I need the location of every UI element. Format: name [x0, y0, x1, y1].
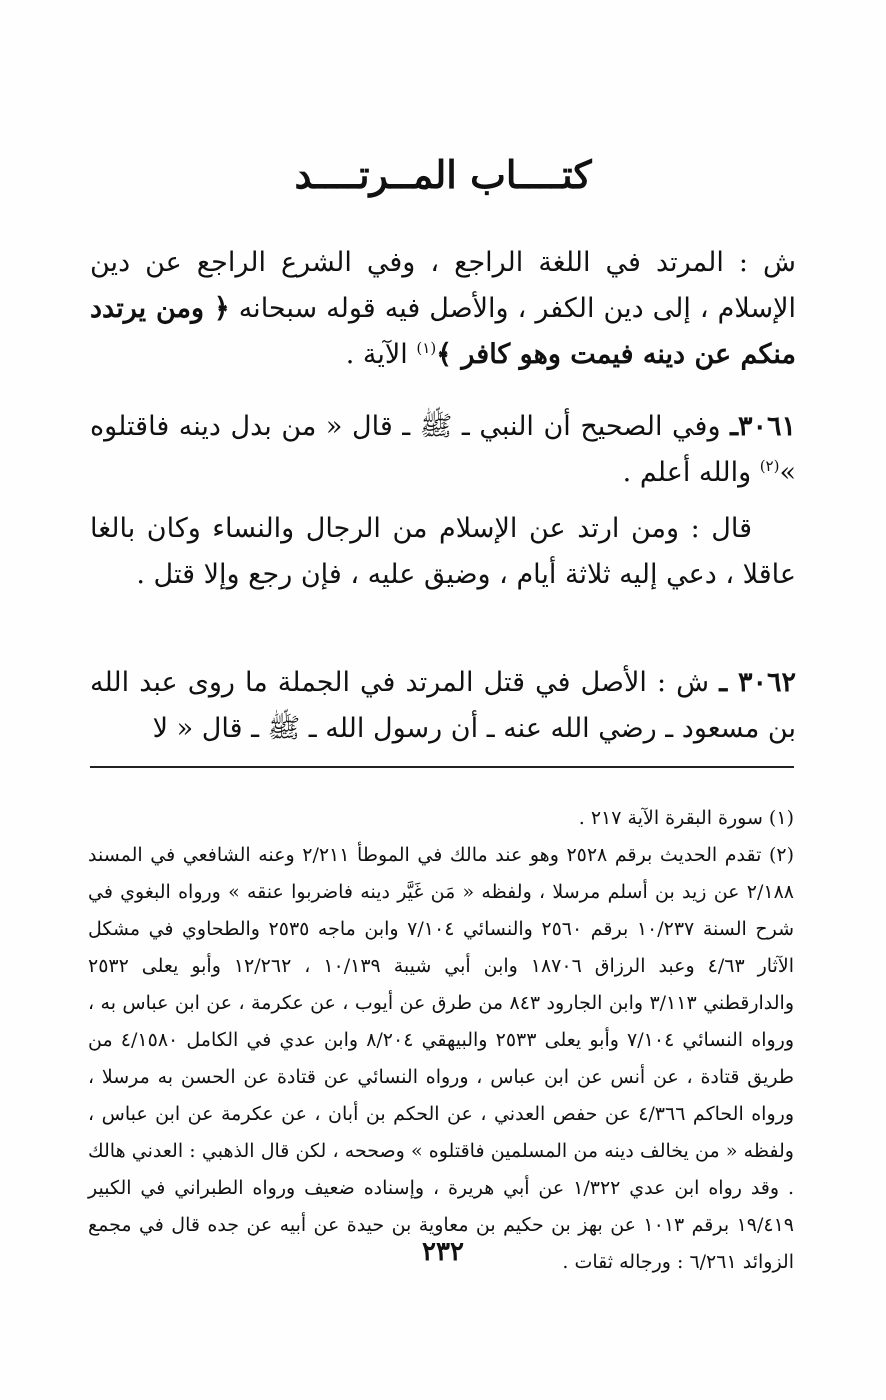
hadith-text-end: والله أعلم . — [622, 457, 760, 488]
paragraph-3061 — [90, 404, 796, 496]
quran-verse: ﴿ ومن يرتدد منكم عن دينه فيمت وهو كافر ﴾ — [90, 293, 796, 370]
paragraph-3062 — [90, 660, 796, 752]
footnote-2: (٢) تقدم الحديث برقم ٢٥٢٨ وهو عند مالك في الموطأ ٢/٢١١ وعنه الشافعي في المسند ٢/١٨٨ عن زيد بن أسلم مرسلا ، ولفظه « مَن غَيَّر دينه فاضربوا عنقه » ورواه البغوي في شرح السنة ١٠/٢٣٧ برقم ٢٥٦٠ والنسائي ٧/١٠٤ وابن ماجه ٢٥٣٥ والطحاوي في مشكل الآثار ٤/٦٣ وعبد الرزاق ١٨٧٠٦ وابن أبي شيبة ١٠/١٣٩ ، ١٢/٢٦٢ وأبو يعلى ٢٥٣٢ والدارقطني ٣/١١٣ وابن الجارود ٨٤٣ من طرق عن أيوب ، عن عكرمة ، عن ابن عباس به ، ورواه النسائي ٧/١٠٤ وأبو يعلى ٢٥٣٣ والبيهقي ٨/٢٠٤ وابن عدي في الكامل ٤/١٥٨٠ من طريق قتادة ، عن أنس عن ابن عباس ، ورواه النسائي عن قتادة عن الحسن به مرسلا ، ورواه الحاكم ٤/٣٦٦ عن حفص العدني ، عن الحكم بن أبان ، عن عكرمة عن ابن عباس ، ولفظه « من يخالف دينه من المسلمين فاقتلوه » وصححه ، لكن قال الذهبي : العدني هالك . وقد رواه ابن عدي ١/٣٢٢ عن أبي هريرة ، وإسناده ضعيف ورواه الطبراني في الكبير ١٩/٤١٩ برقم ١٠١٣ عن بهز بن حكيم بن معاوية بن حيدة عن أبيه عن جده قال في مجمع الزوائد ٦/٢٦١ : ورجاله ثقات . — [88, 844, 795, 1273]
footnote-ref-2[interactable]: (٢) — [759, 457, 780, 475]
paragraph-definition — [90, 240, 796, 378]
chapter-title: كتــــاب المــرتــــد — [294, 152, 592, 197]
definition-text: ش : المرتد في اللغة الراجع ، وفي الشرع الراجع عن دين الإسلام ، إلى دين الكفر ، والأصل فيه قوله سبحانه — [90, 247, 797, 324]
ruling-text: قال : ومن ارتد عن الإسلام من الرجال والنساء وكان بالغا عاقلا ، دعي إليه ثلاثة أيام ، وضيق عليه ، فإن رجع وإلا قتل . — [90, 513, 796, 590]
footnotes — [88, 800, 794, 1281]
footnote-1: (١) سورة البقرة الآية ٢١٧ . — [578, 807, 794, 829]
paragraph-ruling — [90, 506, 796, 598]
item-number: ٣٠٦٢ ـ — [719, 667, 797, 698]
footnote-ref-1[interactable]: (١) — [416, 339, 437, 357]
item-number: ٣٠٦١ـ — [730, 411, 796, 442]
commentary-text: ش : الأصل في قتل المرتد في الجملة ما روى عبد الله بن مسعود ـ رضي الله عنه ـ أن رسول الله ـ ﷺ ـ قال « لا — [90, 667, 796, 744]
footnote-divider — [90, 766, 794, 768]
definition-text-end: الآية . — [345, 339, 417, 370]
page-number: ٢٣٢ — [422, 1237, 464, 1267]
hadith-text: وفي الصحيح أن النبي ـ ﷺ ـ قال « من بدل دينه فاقتلوه » — [90, 411, 796, 488]
